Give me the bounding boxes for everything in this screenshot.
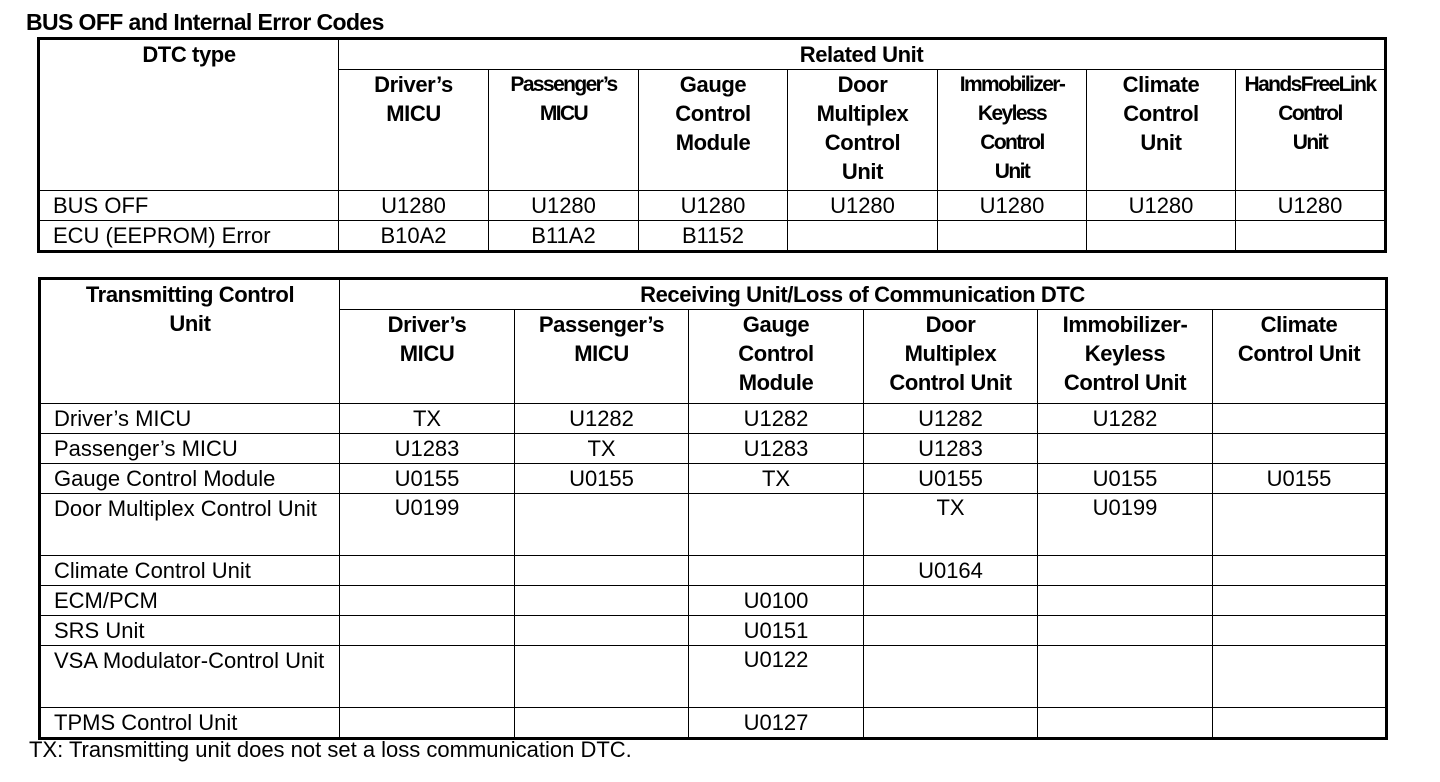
table-cell: U1280 xyxy=(339,191,489,221)
col-header-gauge-control-module xyxy=(639,70,788,191)
table-cell xyxy=(938,221,1087,252)
table-row xyxy=(40,464,1387,494)
row-label: ECU (EEPROM) Error xyxy=(39,221,339,252)
table-cell: U0151 xyxy=(689,616,864,646)
table-cell xyxy=(1213,434,1387,464)
table-cell xyxy=(864,708,1038,739)
table-row xyxy=(40,646,1387,708)
table-row xyxy=(40,616,1387,646)
table-cell xyxy=(340,556,515,586)
table-cell xyxy=(1213,586,1387,616)
table-cell: B1152 xyxy=(639,221,788,252)
table-cell xyxy=(515,616,689,646)
table-cell: U0199 xyxy=(340,494,515,556)
table-cell: U1282 xyxy=(515,404,689,434)
row-label: Driver’s MICU xyxy=(40,404,340,434)
col-header-line: Immobilizer- xyxy=(959,73,1065,96)
col-header-line: Immobilizer- xyxy=(1062,312,1188,337)
col-header-line: MICU xyxy=(399,341,455,366)
row-label: Gauge Control Module xyxy=(40,464,340,494)
col-header-passengers-micu xyxy=(515,310,689,404)
table-cell xyxy=(1213,616,1387,646)
table-cell xyxy=(340,708,515,739)
table-cell xyxy=(515,646,689,708)
row-label: Passenger’s MICU xyxy=(40,434,340,464)
table-cell xyxy=(1213,708,1387,739)
table-cell: U1280 xyxy=(1236,191,1386,221)
col-header-line: Door xyxy=(837,72,888,97)
table-cell: U0199 xyxy=(1038,494,1213,556)
row-label: VSA Modulator-Control Unit xyxy=(40,646,340,708)
table-cell: B10A2 xyxy=(339,221,489,252)
col-header-line: MICU xyxy=(386,101,441,126)
col-header-door-multiplex-control-unit xyxy=(864,310,1038,404)
col-header-line: MICU xyxy=(539,102,588,125)
table-cell xyxy=(689,494,864,556)
col-header-immobilizer-keyless-control-unit xyxy=(938,70,1087,191)
table-cell xyxy=(689,556,864,586)
col-header-line: Control xyxy=(980,131,1044,154)
receiving-unit-header-text: Receiving Unit/Loss of Communication DTC xyxy=(640,282,1085,307)
col-header-line: Unit xyxy=(1140,130,1182,155)
table-cell xyxy=(864,646,1038,708)
col-header-line: Door xyxy=(925,312,976,337)
table-cell xyxy=(1038,646,1213,708)
col-header-line: Control Unit xyxy=(1237,341,1361,366)
bus-off-internal-error-table xyxy=(37,37,1387,253)
table-row xyxy=(40,708,1387,739)
table-cell xyxy=(1213,646,1387,708)
table-cell xyxy=(1038,708,1213,739)
table-cell xyxy=(1038,556,1213,586)
table-cell: U1283 xyxy=(864,434,1038,464)
col-header-climate-control-unit xyxy=(1213,310,1387,404)
row-label: SRS Unit xyxy=(40,616,340,646)
col-header-line: Module xyxy=(675,130,751,155)
table-row xyxy=(40,494,1387,556)
col-header-line: Keyless xyxy=(977,102,1047,125)
table-cell xyxy=(1038,616,1213,646)
table-row xyxy=(40,556,1387,586)
table-row xyxy=(40,434,1387,464)
table-cell: U0155 xyxy=(864,464,1038,494)
table-cell: B11A2 xyxy=(489,221,639,252)
row-label: Door Multiplex Control Unit xyxy=(40,494,340,556)
col-header-immobilizer-keyless-control-unit xyxy=(1038,310,1213,404)
corner-header-line: Transmitting Control xyxy=(85,282,295,307)
table-cell: U1282 xyxy=(1038,404,1213,434)
table-cell: TX xyxy=(864,494,1038,556)
col-header-line: Climate xyxy=(1260,312,1338,337)
transmitting-control-unit-header xyxy=(40,279,340,404)
col-header-line: Control xyxy=(675,101,751,126)
table-row xyxy=(40,586,1387,616)
table-cell: TX xyxy=(340,404,515,434)
row-label: BUS OFF xyxy=(39,191,339,221)
col-header-line: MICU xyxy=(574,341,629,366)
table-cell: U1282 xyxy=(689,404,864,434)
row-label: ECM/PCM xyxy=(40,586,340,616)
table-cell xyxy=(1038,434,1213,464)
table-cell: TX xyxy=(689,464,864,494)
table-cell xyxy=(340,586,515,616)
table-cell xyxy=(515,556,689,586)
receiving-unit-header xyxy=(340,279,1387,310)
table-cell: U0155 xyxy=(1213,464,1387,494)
table-cell xyxy=(1213,556,1387,586)
col-header-line: Keyless xyxy=(1084,341,1166,366)
table-cell: U1280 xyxy=(938,191,1087,221)
col-header-gauge-control-module xyxy=(689,310,864,404)
col-header-climate-control-unit xyxy=(1087,70,1236,191)
table-cell: U0127 xyxy=(689,708,864,739)
related-unit-header-text: Related Unit xyxy=(799,42,924,67)
table-cell: U0155 xyxy=(340,464,515,494)
col-header-line: Control xyxy=(1278,102,1342,125)
table-cell: U0155 xyxy=(515,464,689,494)
table-cell xyxy=(1038,586,1213,616)
table-cell: U1280 xyxy=(489,191,639,221)
col-header-drivers-micu xyxy=(340,310,515,404)
row-label: Climate Control Unit xyxy=(40,556,340,586)
col-header-line: Control xyxy=(1123,101,1199,126)
table-row xyxy=(39,221,1386,252)
col-header-line: Passenger’s xyxy=(538,312,665,337)
corner-header-line: Unit xyxy=(169,311,211,336)
col-header-line: Control Unit xyxy=(1063,370,1187,395)
col-header-line: Driver’s xyxy=(387,312,467,337)
table-cell: U0155 xyxy=(1038,464,1213,494)
table-cell: U1283 xyxy=(340,434,515,464)
footnote: TX: Transmitting unit does not set a loss communication DTC. xyxy=(29,737,632,762)
table-cell: U0100 xyxy=(689,586,864,616)
table-cell xyxy=(515,586,689,616)
table-cell xyxy=(788,221,938,252)
col-header-line: Control xyxy=(824,130,901,155)
table-cell xyxy=(864,616,1038,646)
col-header-line: HandsFreeLink xyxy=(1244,73,1376,96)
col-header-door-multiplex-control-unit xyxy=(788,70,938,191)
col-header-line: Multiplex xyxy=(816,101,909,126)
table-cell: U0122 xyxy=(689,646,864,708)
table-cell: U1282 xyxy=(864,404,1038,434)
col-header-line: Control Unit xyxy=(889,370,1012,395)
loss-of-communication-table xyxy=(38,277,1388,740)
col-header-line: Driver’s xyxy=(374,72,453,97)
col-header-line: Passenger’s xyxy=(510,73,617,96)
col-header-line: Climate xyxy=(1122,72,1200,97)
col-header-line: Multiplex xyxy=(904,341,997,366)
col-header-line: Gauge xyxy=(742,312,810,337)
col-header-passengers-micu xyxy=(489,70,639,191)
table-cell: U1283 xyxy=(689,434,864,464)
table-cell xyxy=(340,646,515,708)
table-cell: U1280 xyxy=(788,191,938,221)
table-cell xyxy=(515,708,689,739)
table-cell xyxy=(1213,494,1387,556)
table-cell xyxy=(1087,221,1236,252)
col-header-line: Unit xyxy=(841,159,884,184)
table-row xyxy=(40,404,1387,434)
col-header-drivers-micu xyxy=(339,70,489,191)
table-cell xyxy=(1213,404,1387,434)
col-header-line: Unit xyxy=(994,160,1030,183)
col-header-line: Unit xyxy=(1292,131,1328,154)
table-cell xyxy=(864,586,1038,616)
table-cell: TX xyxy=(515,434,689,464)
col-header-handsfreelink-control-unit xyxy=(1236,70,1386,191)
table-row xyxy=(39,191,1386,221)
table-cell xyxy=(515,494,689,556)
related-unit-header xyxy=(339,39,1386,70)
table-cell: U1280 xyxy=(639,191,788,221)
dtc-type-header-text: DTC type xyxy=(142,42,236,67)
table-cell xyxy=(1236,221,1386,252)
col-header-line: Control xyxy=(738,341,814,366)
table-cell: U1280 xyxy=(1087,191,1236,221)
table-cell: U0164 xyxy=(864,556,1038,586)
col-header-line: Gauge xyxy=(679,72,747,97)
page-title: BUS OFF and Internal Error Codes xyxy=(26,9,384,35)
col-header-line: Module xyxy=(738,370,814,395)
row-label: TPMS Control Unit xyxy=(40,708,340,739)
dtc-type-header xyxy=(39,39,339,191)
table-cell xyxy=(340,616,515,646)
